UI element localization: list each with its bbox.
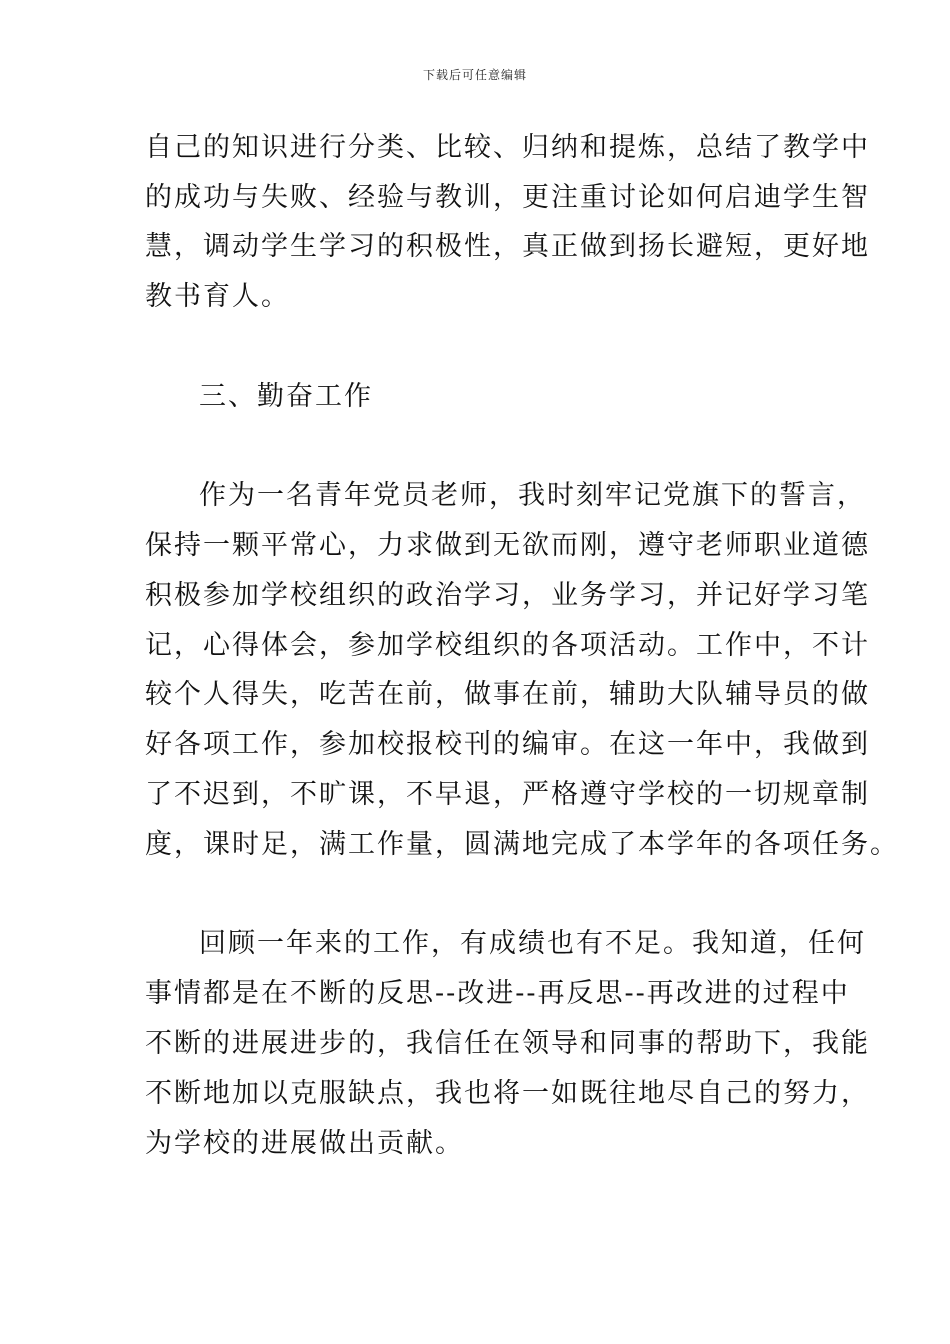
paragraph-line: 积极参加学校组织的政治学习，业务学习，并记好学习笔 [145,580,870,611]
paragraph-line: 保持一颗平常心，力求做到无欲而刚，遵守老师职业道德 [145,530,870,561]
paragraph-line: 记，心得体会，参加学校组织的各项活动。工作中，不计 [145,630,870,661]
paragraph-line: 不断的进展进步的，我信任在领导和同事的帮助下，我能 [145,1028,870,1059]
paragraph-line: 度，课时足，满工作量，圆满地完成了本学年的各项任务。 [145,829,899,860]
paragraph-line: 自己的知识进行分类、比较、归纳和提炼，总结了教学中 [145,132,870,163]
paragraph-line: 作为一名青年党员老师，我时刻牢记党旗下的誓言， [199,480,866,511]
paragraph-line: 教书育人。 [145,281,290,312]
paragraph-line: 为学校的进展做出贡献。 [145,1128,464,1159]
header-note: 下载后可任意编辑 [422,68,527,82]
paragraph-line: 的成功与失败、经验与教训，更注重讨论如何启迪学生智 [145,182,870,213]
paragraph-line: 事情都是在不断的反思--改进--再反思--再改进的过程中 [145,978,850,1009]
paragraph-line: 好各项工作，参加校报校刊的编审。在这一年中，我做到 [145,729,870,760]
section-heading: 三、勤奋工作 [199,381,373,412]
paragraph-line: 慧，调动学生学习的积极性，真正做到扬长避短，更好地 [145,231,870,262]
paragraph-line: 回顾一年来的工作，有成绩也有不足。我知道，任何 [199,928,866,959]
paragraph-line: 了不迟到，不旷课，不早退，严格遵守学校的一切规章制 [145,779,870,810]
paragraph-line: 不断地加以克服缺点，我也将一如既往地尽自己的努力， [145,1078,870,1109]
paragraph-line: 较个人得失，吃苦在前，做事在前，辅助大队辅导员的做 [145,679,870,710]
